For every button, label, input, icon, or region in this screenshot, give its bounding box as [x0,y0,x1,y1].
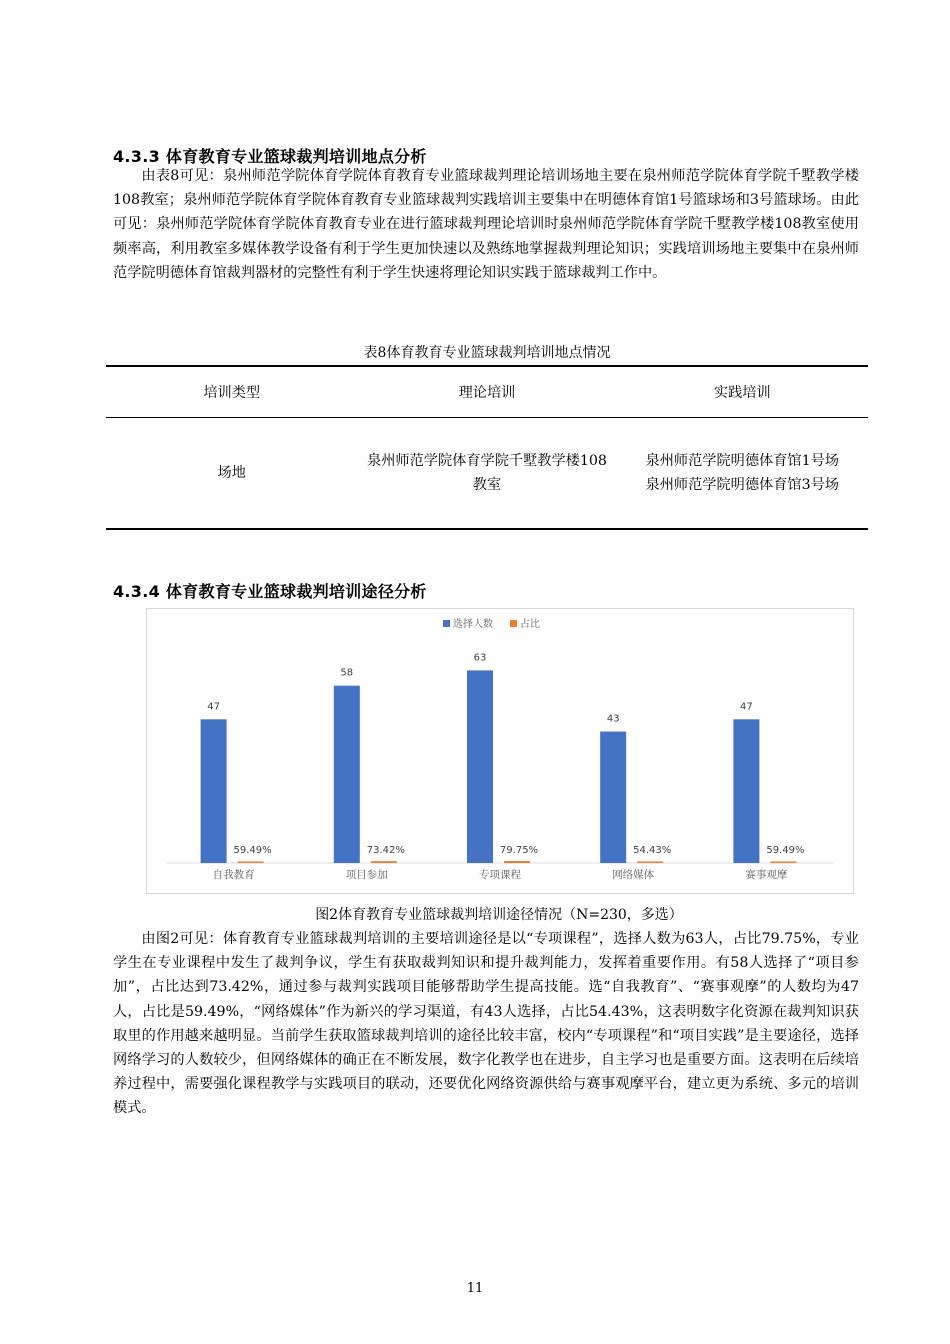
training-location-table [106,365,868,530]
bar-count [201,719,227,863]
theory-location-text: 泉州师范学院体育学院千墅教学楼108教室 [367,453,607,493]
table-row [106,418,868,530]
bar-share [504,861,530,863]
category-tick-label: 网络媒体 [612,869,655,881]
data-label-count: 43 [606,713,620,725]
bar-count [733,719,759,863]
bar-share [238,862,264,864]
data-label-count: 58 [340,667,354,679]
table-header-cell: 培训类型 [106,366,357,418]
section-4-3-3-paragraph: 由表8可见：泉州师范学院体育学院体育教育专业篮球裁判理论培训场地主要在泉州师范学院体育学院千墅教学楼108教室；泉州师范学院体育学院体育教育专业篮球裁判实践培训主要集中在明德体育馆1号篮球场和3号篮球场。由此可见：泉州师范学院体育学院体育教育专业在进行篮球裁判理论培训时泉州师范学院体育学院千墅教学楼108教室使用频率高，利用教室多媒体教学设备有利于学生更加快速以及熟练地掌握裁判理论知识；实践培训场地主要集中在泉州师范学院明德体育馆裁判器材的完整性有利于学生快速将理论知识实践于篮球裁判工作中。 [113,168,859,281]
table-cell-theory [357,418,616,530]
figure-caption: 图2体育教育专业篮球裁判培训途径情况（N=230，多选） [315,907,683,923]
category-tick-label: 自我教育 [212,869,255,881]
data-label-count: 47 [740,701,753,713]
category-tick-label: 专项课程 [479,869,521,881]
bar-share [770,862,796,864]
table-cell-practice [617,418,868,530]
page-number: 11 [466,1281,484,1296]
table-caption: 表8体育教育专业篮球裁判培训地点情况 [363,345,611,361]
legend-swatch [443,620,450,627]
bar-count [334,686,360,863]
data-label-count: 63 [473,652,487,664]
section-heading-4-3-4: 4.3.4 体育教育专业篮球裁判培训途径分析 [113,582,427,601]
legend-swatch [510,620,517,627]
bar-share [371,861,397,863]
chart-svg [147,609,853,893]
training-path-chart [146,608,854,894]
data-label-share: 54.43% [633,845,672,856]
data-label-share: 73.42% [366,845,405,856]
table-header-row [106,366,868,418]
data-label-count: 47 [207,701,220,713]
table-header-cell: 实践培训 [617,366,868,418]
data-label-share: 79.75% [499,845,539,856]
section-4-3-4-paragraph: 由图2可见：体育教育专业篮球裁判培训的主要培训途径是以“专项课程”，选择人数为63人，占比79.75%，专业学生在专业课程中发生了裁判争议，学生有获取裁判知识和提升裁判能力，发挥着重要作用。有58人选择了“项目参加”，占比达到73.42%，通过参与裁判实践项目能够帮助学生提高技能。选“自我教育”、“赛事观摩”的人数均为47人，占比是59.49%，“网络媒体”作为新兴的学习渠道，有43人选择，占比54.43%，这表明数字化资源在裁判知识获取里的作用越来越明显。当前学生获取篮球裁判培训的途径比较丰富，校内“专项课程”和“项目实践”是主要途径，选择网络学习的人数较少，但网络媒体的确正在不断发展，数字化教学也在进步，自主学习也是重要方面。这表明在后续培养过程中，需要强化课程教学与实践项目的联动，还要优化网络资源供给与赛事观摩平台，建立更为系统、多元的培训模式。 [113,931,859,1117]
category-tick-label: 赛事观摩 [745,869,788,881]
data-label-share: 59.49% [233,845,272,856]
section-heading-4-3-3: 4.3.3 体育教育专业篮球裁判培训地点分析 [113,147,427,166]
table-header-cell: 理论培训 [357,366,616,418]
legend-label: 选择人数 [453,619,493,630]
legend-label: 占比 [520,619,540,630]
practice-location-line: 泉州师范学院明德体育馆3号场 [645,477,839,493]
bar-share [637,862,663,864]
bar-count [467,670,493,863]
bar-count [600,732,626,863]
category-tick-label: 项目参加 [345,869,388,881]
practice-location-line: 泉州师范学院明德体育馆1号场 [645,453,839,469]
data-label-share: 59.49% [766,845,805,856]
table-cell-label: 场地 [106,418,357,530]
